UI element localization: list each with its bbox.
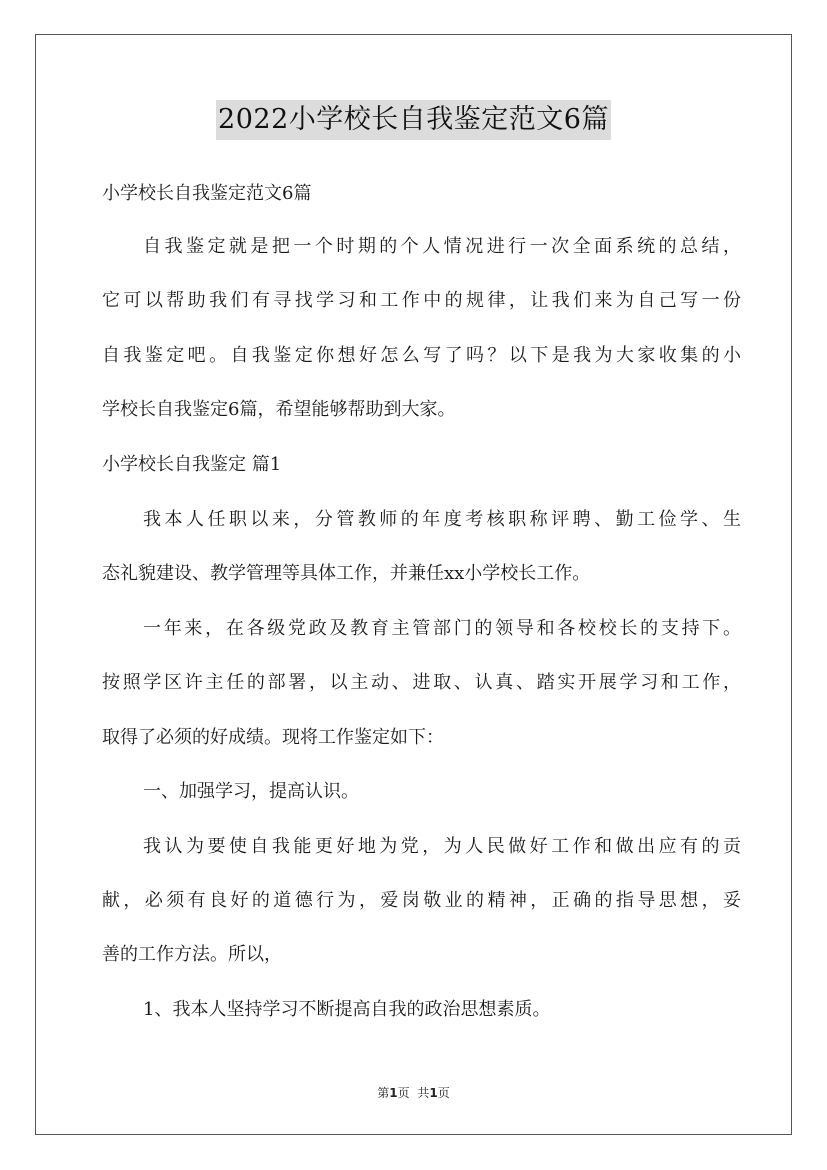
body-line: 自我鉴定吧。自我鉴定你想好怎么写了吗？以下是我为大家收集的小 xyxy=(102,345,741,366)
section-heading: 小学校长自我鉴定 篇1 xyxy=(102,454,282,475)
subtitle-line: 小学校长自我鉴定范文6篇 xyxy=(102,183,312,204)
body-line: 善的工作方法。所以， xyxy=(102,944,282,965)
footer-total-suffix: 页 xyxy=(437,1086,450,1100)
footer-total-prefix: 共 xyxy=(417,1086,430,1100)
footer-page-suffix: 页 xyxy=(397,1086,410,1100)
body-line: 它可以帮助我们有寻找学习和工作中的规律，让我们来为自己写一份 xyxy=(102,290,741,311)
body-line: 学校长自我鉴定6篇，希望能够帮助到大家。 xyxy=(102,399,456,420)
body-line: 按照学区许主任的部署，以主动、进取、认真、踏实开展学习和工作， xyxy=(102,672,741,693)
body-line: 我认为要使自我能更好地为党，为人民做好工作和做出应有的贡 xyxy=(143,836,741,857)
document-title: 2022小学校长自我鉴定范文6篇 xyxy=(216,100,611,140)
footer-page-prefix: 第 xyxy=(377,1086,390,1100)
subsection-heading: 一、加强学习，提高认识。 xyxy=(143,781,359,802)
title-container xyxy=(0,100,827,140)
footer-total-pages: 1 xyxy=(429,1086,438,1100)
page-footer xyxy=(0,1084,827,1101)
body-line: 献，必须有良好的道德行为，爱岗敬业的精神，正确的指导思想，妥 xyxy=(102,890,741,911)
body-line: 自我鉴定就是把一个时期的个人情况进行一次全面系统的总结， xyxy=(143,236,741,257)
body-line: 1、我本人坚持学习不断提高自我的政治思想素质。 xyxy=(143,999,551,1020)
footer-page-number: 1 xyxy=(389,1086,398,1100)
body-line: 取得了必须的好成绩。现将工作鉴定如下： xyxy=(102,727,444,748)
body-line: 我本人任职以来，分管教师的年度考核职称评聘、勤工俭学、生 xyxy=(143,509,741,530)
body-line: 一年来，在各级党政及教育主管部门的领导和各校校长的支持下。 xyxy=(143,618,741,639)
body-line: 态礼貌建设、教学管理等具体工作，并兼任xx小学校长工作。 xyxy=(102,563,591,584)
